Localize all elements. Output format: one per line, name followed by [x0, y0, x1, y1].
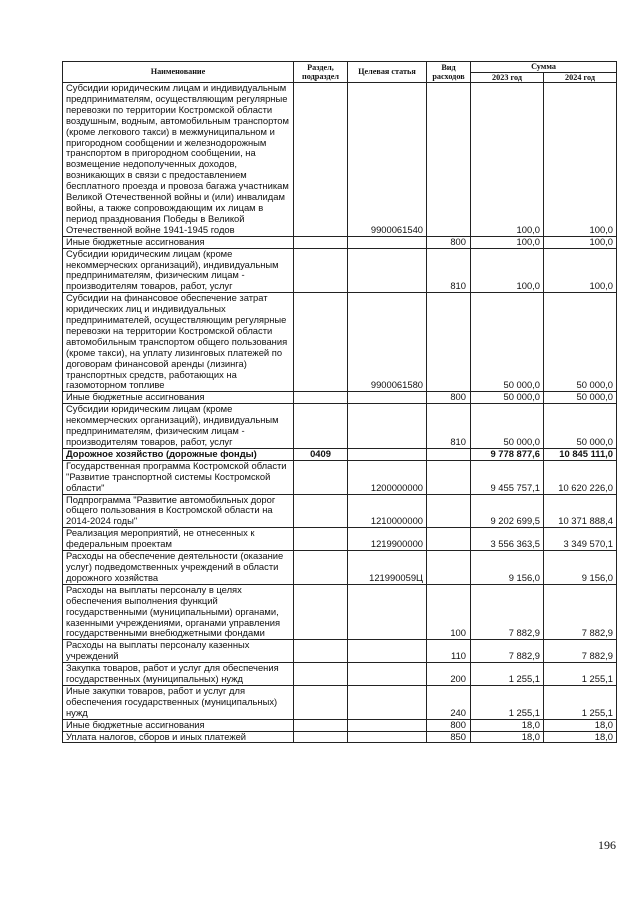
table-row — [63, 685, 617, 719]
row-target-code: 121990059Ц — [348, 551, 427, 585]
header-target: Целевая статья — [348, 62, 427, 83]
row-sum-2024: 3 349 570,1 — [544, 528, 617, 551]
row-target-code — [348, 731, 427, 743]
row-section: 0409 — [294, 448, 348, 460]
row-name: Субсидии юридическим лицам (кроме некоммерческих организаций), индивидуальным предпринимателям, физическим лицам - производителям товаров, работ, услуг — [63, 248, 294, 293]
row-expense-type: 800 — [427, 392, 471, 404]
row-section — [294, 719, 348, 731]
header-sum: Сумма — [471, 62, 617, 73]
row-name: Иные бюджетные ассигнования — [63, 719, 294, 731]
row-name: Закупка товаров, работ и услуг для обеспечения государственных (муниципальных) нужд — [63, 663, 294, 686]
row-sum-2024: 50 000,0 — [544, 392, 617, 404]
row-target-code — [348, 640, 427, 663]
row-sum-2023: 18,0 — [471, 719, 544, 731]
row-target-code — [348, 685, 427, 719]
row-sum-2023: 3 556 363,5 — [471, 528, 544, 551]
row-name: Расходы на выплаты персоналу казенных учреждений — [63, 640, 294, 663]
table-row — [63, 248, 617, 293]
budget-table — [62, 61, 617, 743]
row-target-code — [348, 404, 427, 449]
row-target-code — [348, 719, 427, 731]
table-row — [63, 293, 617, 392]
row-section — [294, 685, 348, 719]
row-sum-2023: 100,0 — [471, 83, 544, 237]
row-expense-type — [427, 293, 471, 392]
header-section: Раздел, подраздел — [294, 62, 348, 83]
row-target-code: 9900061580 — [348, 293, 427, 392]
row-sum-2023: 18,0 — [471, 731, 544, 743]
table-row — [63, 640, 617, 663]
row-expense-type — [427, 460, 471, 494]
row-expense-type — [427, 551, 471, 585]
row-sum-2023: 100,0 — [471, 248, 544, 293]
row-sum-2024: 50 000,0 — [544, 293, 617, 392]
page-number: 196 — [598, 838, 616, 852]
header-name: Наименование — [63, 62, 294, 83]
header-2023: 2023 год — [471, 72, 544, 83]
row-sum-2023: 50 000,0 — [471, 404, 544, 449]
row-name: Подпрограмма "Развитие автомобильных дорог общего пользования в Костромской области на 2014-2024 годы" — [63, 494, 294, 528]
row-sum-2023: 9 778 877,6 — [471, 448, 544, 460]
row-sum-2024: 50 000,0 — [544, 404, 617, 449]
row-target-code: 1210000000 — [348, 494, 427, 528]
row-section — [294, 640, 348, 663]
row-sum-2024: 100,0 — [544, 236, 617, 248]
row-sum-2024: 10 371 888,4 — [544, 494, 617, 528]
table-row — [63, 584, 617, 640]
row-name: Расходы на обеспечение деятельности (оказание услуг) подведомственных учреждений в области дорожного хозяйства — [63, 551, 294, 585]
row-expense-type — [427, 494, 471, 528]
row-section — [294, 460, 348, 494]
row-sum-2024: 100,0 — [544, 248, 617, 293]
table-row — [63, 448, 617, 460]
row-sum-2024: 1 255,1 — [544, 685, 617, 719]
row-name: Реализация мероприятий, не отнесенных к федеральным проектам — [63, 528, 294, 551]
row-section — [294, 731, 348, 743]
row-name: Субсидии юридическим лицам (кроме некоммерческих организаций), индивидуальным предпринимателям, физическим лицам - производителям товаров, работ, услуг — [63, 404, 294, 449]
row-sum-2024: 7 882,9 — [544, 584, 617, 640]
table-row — [63, 236, 617, 248]
row-sum-2024: 1 255,1 — [544, 663, 617, 686]
row-section — [294, 494, 348, 528]
row-name: Субсидии юридическим лицам и индивидуальным предпринимателям, осуществляющим регулярные перевозки по территории Костромской области воздушным, водным, автомобильным транспортом (кроме легкового такси) в межмуниципальном и пригородном сообщении и железнодорожным транспортом в пригородном сообщении, на возмещение недополученных доходов, возникающих в связи с предоставлением бесплатного проезда и провоза багажа участникам Великой Отечественной войны и (или) инвалидам войны, а также сопровождающим их лицам в период празднования Победы в Великой Отечественной войне 1941-1945 годов — [63, 83, 294, 237]
row-section — [294, 584, 348, 640]
row-expense-type: 100 — [427, 584, 471, 640]
row-target-code — [348, 236, 427, 248]
row-expense-type: 810 — [427, 404, 471, 449]
row-section — [294, 551, 348, 585]
table-row — [63, 719, 617, 731]
row-expense-type: 800 — [427, 236, 471, 248]
row-name: Дорожное хозяйство (дорожные фонды) — [63, 448, 294, 460]
row-sum-2024: 18,0 — [544, 719, 617, 731]
row-expense-type: 200 — [427, 663, 471, 686]
row-sum-2024: 18,0 — [544, 731, 617, 743]
row-expense-type: 850 — [427, 731, 471, 743]
row-expense-type — [427, 83, 471, 237]
row-section — [294, 248, 348, 293]
row-sum-2023: 100,0 — [471, 236, 544, 248]
row-target-code — [348, 248, 427, 293]
row-name: Иные бюджетные ассигнования — [63, 236, 294, 248]
row-name: Расходы на выплаты персоналу в целях обеспечения выполнения функций государственными (муниципальными) органами, казенными учреждениями, органами управления государственными внебюджетными фондами — [63, 584, 294, 640]
row-sum-2023: 9 202 699,5 — [471, 494, 544, 528]
row-target-code — [348, 392, 427, 404]
table-row — [63, 460, 617, 494]
row-sum-2023: 50 000,0 — [471, 392, 544, 404]
row-expense-type: 110 — [427, 640, 471, 663]
row-section — [294, 528, 348, 551]
row-section — [294, 404, 348, 449]
table-body — [63, 83, 617, 743]
row-sum-2023: 1 255,1 — [471, 685, 544, 719]
table-header — [63, 62, 617, 83]
row-sum-2023: 50 000,0 — [471, 293, 544, 392]
row-sum-2023: 9 156,0 — [471, 551, 544, 585]
row-expense-type: 800 — [427, 719, 471, 731]
row-expense-type: 810 — [427, 248, 471, 293]
row-target-code: 1219900000 — [348, 528, 427, 551]
row-section — [294, 663, 348, 686]
row-sum-2024: 100,0 — [544, 83, 617, 237]
row-sum-2024: 9 156,0 — [544, 551, 617, 585]
header-type: Вид расходов — [427, 62, 471, 83]
table-row — [63, 731, 617, 743]
row-sum-2023: 7 882,9 — [471, 640, 544, 663]
row-sum-2024: 7 882,9 — [544, 640, 617, 663]
row-name: Уплата налогов, сборов и иных платежей — [63, 731, 294, 743]
row-section — [294, 236, 348, 248]
row-name: Государственная программа Костромской области "Развитие транспортной системы Костромской области" — [63, 460, 294, 494]
row-expense-type — [427, 448, 471, 460]
row-name: Субсидии на финансовое обеспечение затрат юридических лиц и индивидуальных предпринимателей, осуществляющим регулярные перевозки на территории Костромской области автомобильным транспортом общего пользования (кроме такси), на уплату лизинговых платежей по договорам финансовой аренды (лизинга) транспортных средств, работающих на газомоторном топливе — [63, 293, 294, 392]
row-expense-type — [427, 528, 471, 551]
row-section — [294, 392, 348, 404]
row-target-code — [348, 663, 427, 686]
table-row — [63, 551, 617, 585]
table-row — [63, 404, 617, 449]
header-2024: 2024 год — [544, 72, 617, 83]
row-target-code: 9900061540 — [348, 83, 427, 237]
table-row — [63, 528, 617, 551]
table-row — [63, 392, 617, 404]
row-section — [294, 83, 348, 237]
table-row — [63, 83, 617, 237]
row-sum-2024: 10 845 111,0 — [544, 448, 617, 460]
table-row — [63, 494, 617, 528]
row-target-code: 1200000000 — [348, 460, 427, 494]
row-target-code — [348, 448, 427, 460]
row-section — [294, 293, 348, 392]
row-name: Иные закупки товаров, работ и услуг для обеспечения государственных (муниципальных) нужд — [63, 685, 294, 719]
row-sum-2023: 9 455 757,1 — [471, 460, 544, 494]
row-sum-2024: 10 620 226,0 — [544, 460, 617, 494]
row-name: Иные бюджетные ассигнования — [63, 392, 294, 404]
row-target-code — [348, 584, 427, 640]
row-sum-2023: 7 882,9 — [471, 584, 544, 640]
table-row — [63, 663, 617, 686]
row-sum-2023: 1 255,1 — [471, 663, 544, 686]
row-expense-type: 240 — [427, 685, 471, 719]
